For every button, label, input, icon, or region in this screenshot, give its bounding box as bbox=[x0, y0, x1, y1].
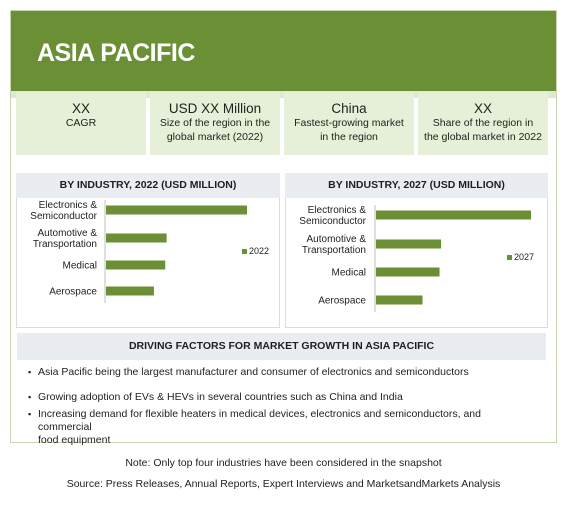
driver-item bbox=[28, 366, 469, 379]
driver-item bbox=[28, 408, 533, 447]
source-note: Source: Press Releases, Annual Reports, Expert Interviews and MarketsandMarkets Analysis bbox=[66, 478, 501, 490]
category-label-line: Electronics & bbox=[38, 200, 97, 211]
bar bbox=[106, 206, 247, 215]
bar bbox=[376, 211, 531, 220]
chart-2022-panel bbox=[16, 198, 280, 328]
stat-market-size-label-1: Size of the region in the bbox=[159, 117, 271, 129]
category-label bbox=[49, 287, 97, 298]
category-label-line: Automotive & bbox=[306, 234, 366, 245]
driver-text: Increasing demand for flexible heaters in medical devices, electronics and semiconductors, and commercial bbox=[38, 408, 481, 433]
bar bbox=[106, 261, 165, 270]
stat-cagr bbox=[16, 92, 146, 155]
legend-swatch bbox=[242, 249, 247, 254]
stat-region-share-label-1: Share of the region in bbox=[432, 117, 534, 129]
category-label-line: Electronics & bbox=[307, 205, 366, 216]
stat-region-share bbox=[418, 92, 548, 155]
category-label bbox=[63, 261, 97, 272]
category-label-line: Medical bbox=[62, 260, 97, 272]
category-label-line: Aerospace bbox=[318, 295, 366, 307]
driver-text: food equipment bbox=[38, 434, 111, 446]
stat-cagr-value: XX bbox=[71, 101, 90, 116]
chart-2027 bbox=[286, 198, 547, 326]
category-label bbox=[30, 200, 97, 222]
category-label-line: Aerospace bbox=[49, 286, 97, 298]
driver-text: Asia Pacific being the largest manufacturer and consumer of electronics and semiconductors bbox=[38, 366, 469, 378]
chart-2022 bbox=[17, 198, 279, 326]
chart-2027-title: BY INDUSTRY, 2027 (USD MILLION) bbox=[285, 173, 548, 198]
legend-label: 2022 bbox=[249, 246, 270, 256]
stat-fastest-growing bbox=[284, 92, 414, 155]
footnote: Note: Only top four industries have been considered in the snapshot bbox=[125, 457, 442, 469]
category-label-line: Semiconductor bbox=[299, 216, 366, 227]
category-label bbox=[33, 228, 97, 250]
category-label-line: Medical bbox=[331, 267, 366, 279]
chart-2027-panel bbox=[285, 198, 548, 328]
category-label bbox=[332, 268, 366, 279]
stat-region-share-label-2: the global market in 2022 bbox=[424, 131, 542, 143]
chart-2022-title: BY INDUSTRY, 2022 (USD MILLION) bbox=[16, 173, 280, 198]
bullet-icon: ▪ bbox=[28, 392, 32, 402]
bar bbox=[376, 240, 441, 249]
category-label bbox=[318, 296, 366, 307]
category-label-line: Transportation bbox=[32, 239, 97, 250]
region-banner bbox=[11, 11, 556, 91]
bar bbox=[106, 287, 154, 296]
stat-fastest-growing-label-2: in the region bbox=[320, 131, 378, 143]
driver-item bbox=[28, 391, 403, 404]
category-label-line: Automotive & bbox=[37, 228, 97, 239]
bar bbox=[106, 234, 167, 243]
bullet-icon: ▪ bbox=[28, 409, 32, 419]
stat-market-size-label-2: global market (2022) bbox=[166, 131, 264, 143]
category-label-line: Transportation bbox=[301, 245, 366, 256]
category-label bbox=[302, 234, 366, 256]
bar bbox=[376, 268, 440, 277]
stat-cagr-label: CAGR bbox=[65, 117, 97, 129]
driving-factors-title: DRIVING FACTORS FOR MARKET GROWTH IN ASIA PACIFIC bbox=[17, 333, 546, 360]
legend-label: 2027 bbox=[514, 252, 535, 262]
stat-region-share-value: XX bbox=[473, 101, 492, 116]
driver-text: Growing adoption of EVs & HEVs in several countries such as China and India bbox=[38, 391, 403, 403]
stat-fastest-growing-label-1: Fastest-growing market bbox=[294, 117, 404, 129]
bullet-icon: ▪ bbox=[28, 367, 32, 377]
bar bbox=[376, 296, 423, 305]
category-label bbox=[299, 205, 366, 227]
stat-market-size bbox=[150, 92, 280, 155]
stat-market-size-value: USD XX Million bbox=[168, 101, 262, 116]
stat-fastest-growing-value: China bbox=[331, 101, 367, 116]
category-label-line: Semiconductor bbox=[30, 211, 97, 222]
legend-swatch bbox=[507, 255, 512, 260]
region-title: ASIA PACIFIC bbox=[37, 39, 195, 67]
